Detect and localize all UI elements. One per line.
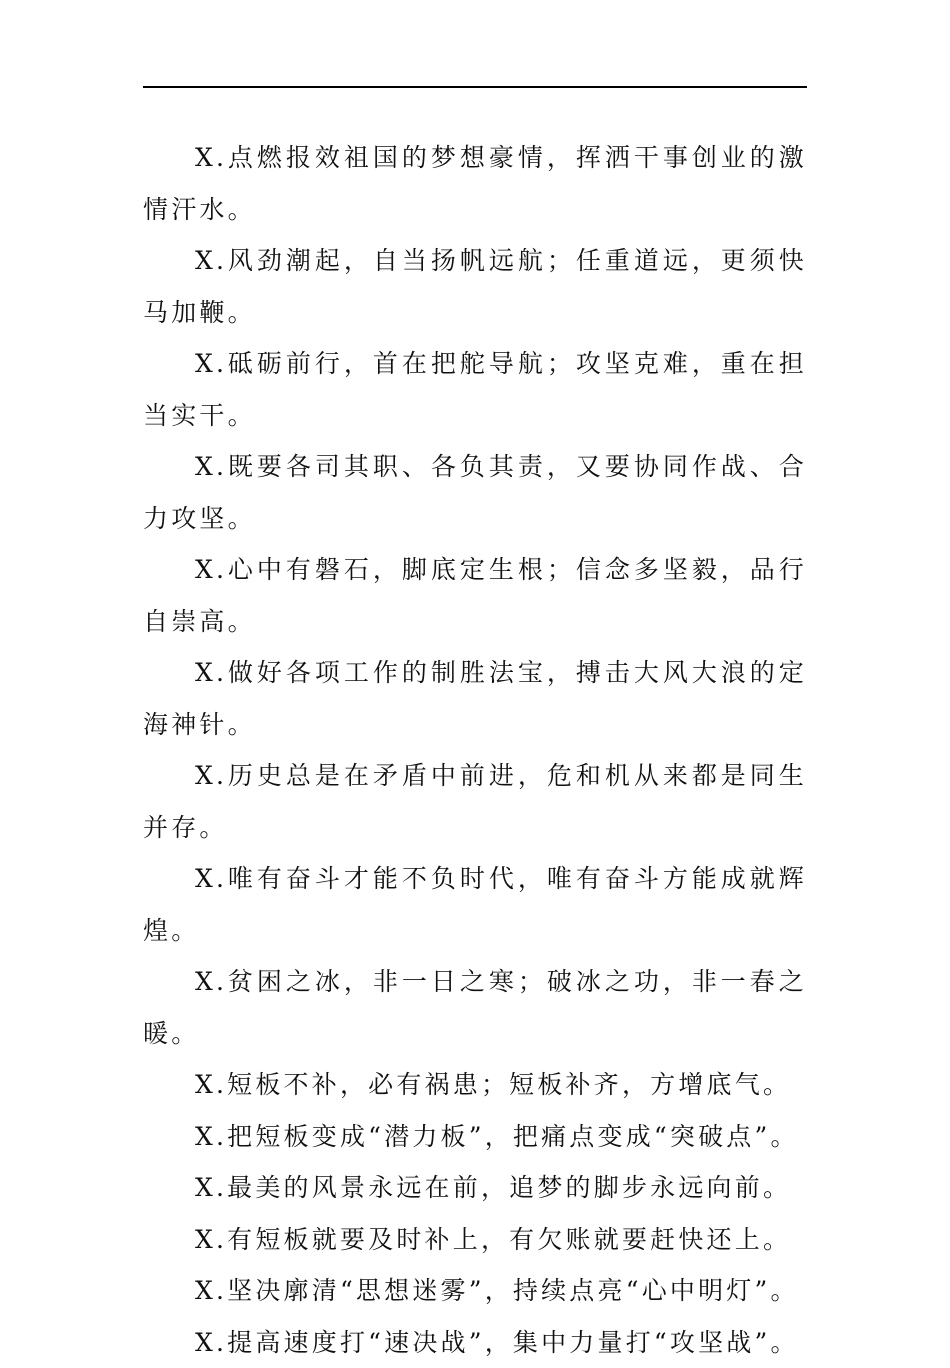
paragraph: X.唯有奋斗才能不负时代，唯有奋斗方能成就辉煌。 <box>143 853 807 956</box>
paragraph: X.短板不补，必有祸患；短板补齐，方增底气。 <box>143 1059 807 1111</box>
paragraph: X.有短板就要及时补上，有欠账就要赶快还上。 <box>143 1214 807 1266</box>
paragraph: X.最美的风景永远在前，追梦的脚步永远向前。 <box>143 1162 807 1214</box>
paragraph: X.历史总是在矛盾中前进，危和机从来都是同生并存。 <box>143 750 807 853</box>
document-body <box>143 132 807 1368</box>
paragraph: X.点燃报效祖国的梦想豪情，挥洒干事创业的激情汗水。 <box>143 132 807 235</box>
paragraph: X.做好各项工作的制胜法宝，搏击大风大浪的定海神针。 <box>143 647 807 750</box>
paragraph: X.把短板变成“潜力板”，把痛点变成“突破点”。 <box>143 1111 807 1163</box>
paragraph: X.贫困之冰，非一日之寒；破冰之功，非一春之暖。 <box>143 956 807 1059</box>
paragraph: X.既要各司其职、各负其责，又要协同作战、合力攻坚。 <box>143 441 807 544</box>
paragraph: X.心中有磐石，脚底定生根；信念多坚毅，品行自崇高。 <box>143 544 807 647</box>
header-rule <box>143 86 807 88</box>
paragraph: X.风劲潮起，自当扬帆远航；任重道远，更须快马加鞭。 <box>143 235 807 338</box>
paragraph: X.坚决廓清“思想迷雾”，持续点亮“心中明灯”。 <box>143 1265 807 1317</box>
paragraph: X.提高速度打“速决战”，集中力量打“攻坚战”。 <box>143 1317 807 1368</box>
paragraph: X.砥砺前行，首在把舵导航；攻坚克难，重在担当实干。 <box>143 338 807 441</box>
